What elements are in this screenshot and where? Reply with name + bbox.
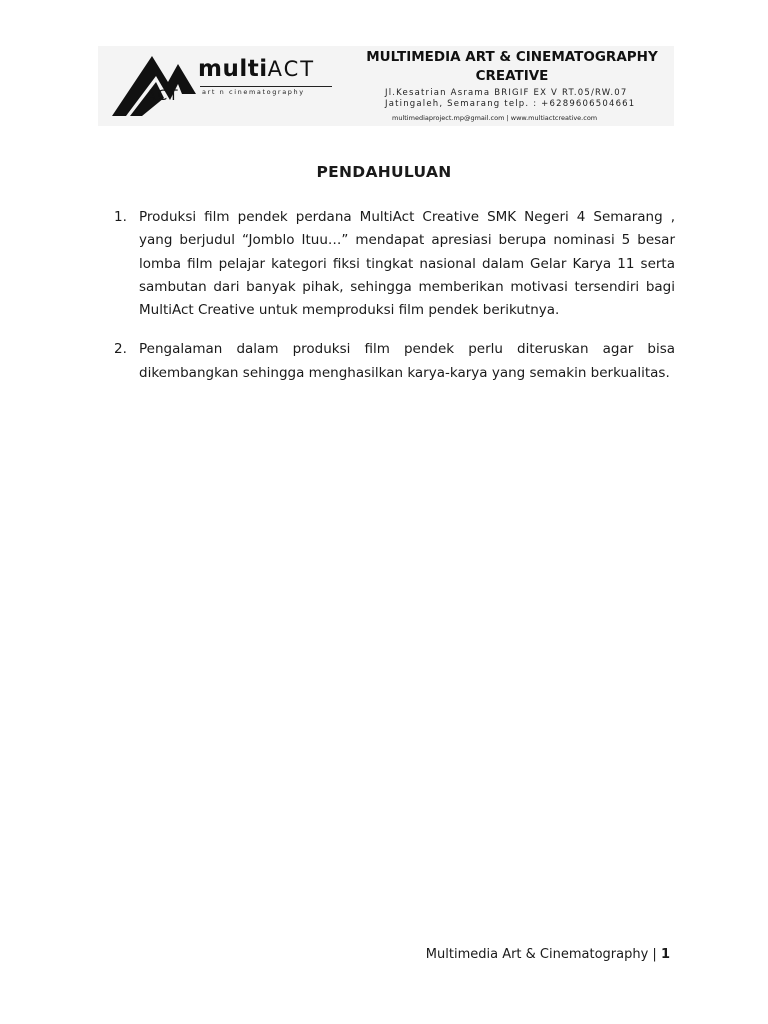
list-item-text: Produksi film pendek perdana MultiAct Creative SMK Negeri 4 Semarang , yang berjudul “Jomblo Ituu…” mendapat apresiasi berupa nominasi 5 besar lomba film pelajar kategori fiksi tingkat nasional dalam Gelar Karya 11 serta sambutan dari banyak pihak, sehingga memberikan motivasi tersendiri bagi MultiAct Creative untuk memproduksi film pendek berikutnya. [139, 209, 675, 319]
list-item-text: Pengalaman dalam produksi film pendek perlu diteruskan agar bisa dikembangkan sehingga menghasilkan karya-karya yang semakin berkualitas. [139, 341, 675, 381]
address-line1: Jl.Kesatrian Asrama BRIGIF EX V RT.05/RW.07 [385, 88, 628, 98]
contact-info: multimediaproject.mp@gmail.com | www.multiactcreative.com [392, 114, 598, 122]
org-name-line2: CREATIVE [475, 68, 549, 84]
logo-divider [200, 86, 332, 87]
organization-name [352, 48, 672, 86]
list-item [114, 338, 675, 385]
footer-label: Multimedia Art & Cinematography | [425, 947, 657, 962]
logo-act-small: ACT [146, 88, 180, 104]
multiact-logo [112, 54, 342, 118]
logo-word-act: ACT [267, 57, 316, 81]
page-number: 1 [660, 947, 670, 962]
page-footer [426, 947, 670, 962]
mountain-logo-icon [112, 54, 212, 118]
page-title: PENDAHULUAN [316, 163, 452, 181]
org-name-line1: MULTIMEDIA ART & CINEMATOGRAPHY [366, 49, 658, 65]
list-item-number: 1. [114, 209, 127, 225]
logo-word-multi: multi [198, 56, 268, 82]
logo-tagline: art n cinematography [202, 88, 305, 96]
numbered-list [114, 206, 675, 401]
list-item-number: 2. [114, 341, 127, 358]
logo-wordmark [198, 56, 315, 82]
address-line2: Jatingaleh, Semarang telp. : +6289606504661 [385, 99, 636, 109]
list-item [114, 206, 675, 322]
